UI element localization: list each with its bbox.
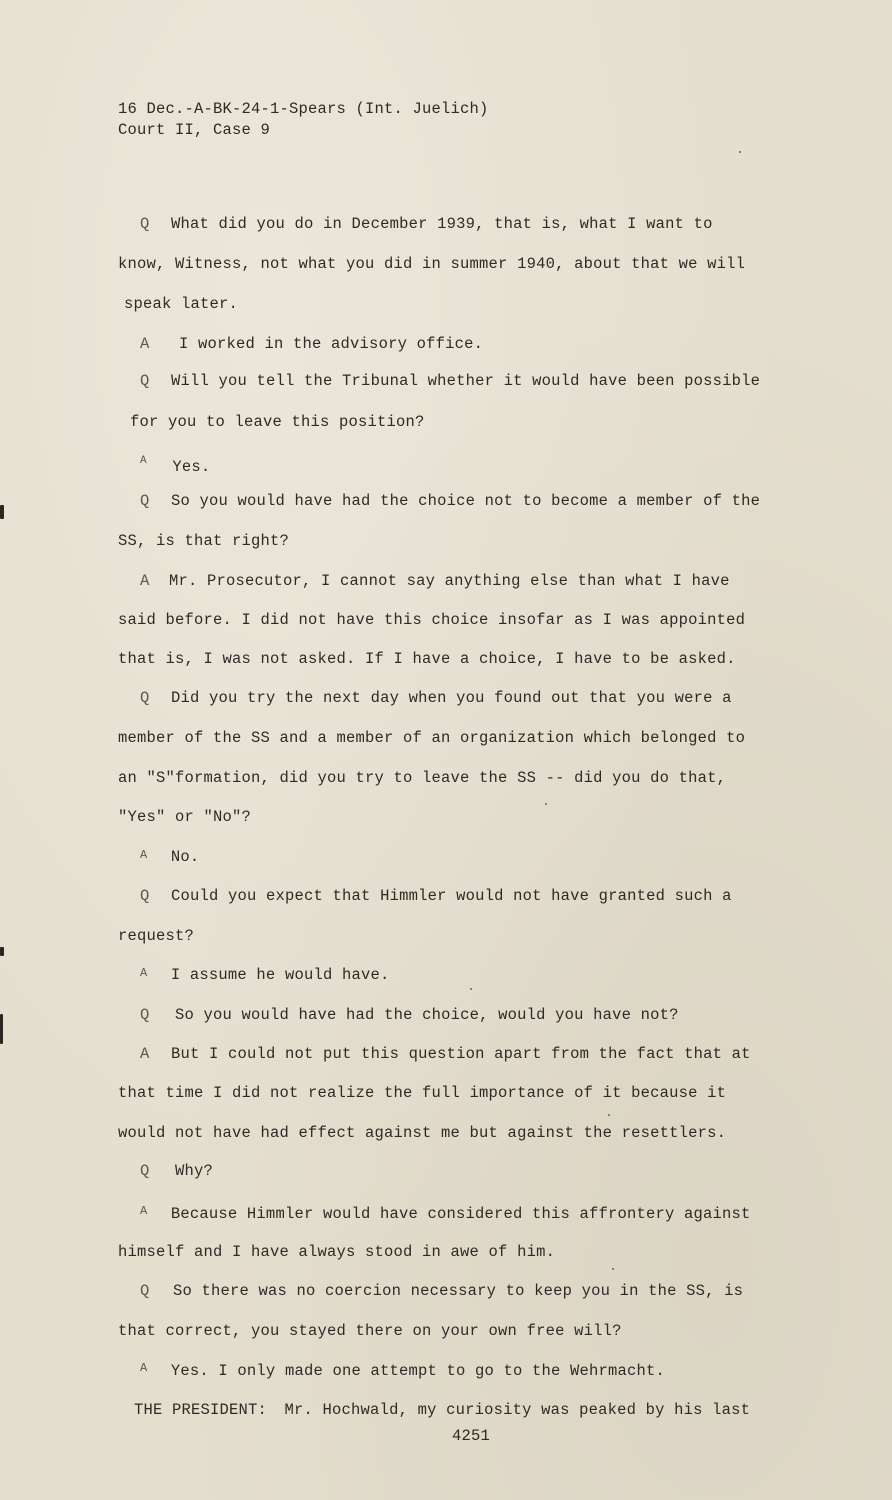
transcript-line	[134, 1401, 750, 1419]
transcript-line	[140, 455, 210, 476]
speaker-mark: Q	[140, 887, 150, 905]
speaker-mark: A	[140, 1045, 150, 1063]
transcript-line	[124, 295, 238, 313]
line-text: SS, is that right?	[118, 532, 290, 550]
line-text: "Yes" or "No"?	[118, 808, 252, 826]
line-text: Will you tell the Tribunal whether it would have been possible	[171, 372, 761, 390]
line-text: Mr. Prosecutor, I cannot say anything else than what I have	[169, 572, 730, 590]
line-text: that time I did not realize the full importance of it because it	[118, 1084, 727, 1102]
speck	[470, 988, 472, 990]
transcript-line	[118, 532, 289, 550]
transcript-line	[140, 887, 732, 905]
transcript-line	[118, 927, 194, 945]
line-text: that correct, you stayed there on your own free will?	[118, 1322, 622, 1340]
transcript-line	[140, 689, 732, 707]
speaker-mark: Q	[140, 1006, 150, 1024]
speaker-mark: Q	[140, 1282, 150, 1300]
line-text: said before. I did not have this choice insofar as I was appointed	[118, 611, 746, 629]
speaker-mark: A	[140, 335, 150, 353]
speaker-mark: Q	[140, 215, 150, 233]
speaker-mark: A	[140, 455, 147, 467]
line-text: an "S"formation, did you try to leave the SS -- did you do that,	[118, 769, 727, 787]
line-text: that is, I was not asked. If I have a choice, I have to be asked.	[118, 650, 736, 668]
transcript-line	[118, 255, 745, 273]
transcript-line	[118, 1084, 726, 1102]
line-text: So you would have had the choice, would you have not?	[175, 1006, 679, 1024]
header-court: Court II, Case 9	[118, 121, 271, 139]
transcript-line	[140, 335, 483, 353]
line-text: Mr. Hochwald, my curiosity was peaked by his last	[284, 1401, 751, 1419]
transcript-line	[118, 808, 251, 826]
transcript-line	[140, 1045, 751, 1063]
transcript-line	[140, 215, 713, 233]
transcript-line	[140, 966, 389, 984]
line-text: No.	[170, 848, 200, 866]
speaker-mark: A	[140, 1204, 148, 1218]
speck	[739, 151, 741, 153]
transcript-line	[140, 1162, 213, 1180]
line-text: Did you try the next day when you found out that you were a	[171, 689, 732, 707]
transcript-line	[118, 611, 745, 629]
line-text: I worked in the advisory office.	[179, 335, 484, 353]
transcript-line	[140, 572, 730, 590]
transcript-line	[140, 1006, 679, 1024]
edge-mark	[0, 1014, 3, 1044]
line-text: So you would have had the choice not to become a member of the	[171, 492, 761, 510]
speck	[608, 1114, 610, 1116]
transcript-line	[140, 848, 199, 866]
transcript-line	[118, 769, 726, 787]
speaker-mark: Q	[140, 372, 150, 390]
speaker-mark: Q	[140, 492, 150, 510]
line-text: Yes. I only made one attempt to go to the Wehrmacht.	[170, 1362, 666, 1380]
transcript-line	[140, 1361, 665, 1380]
line-text: request?	[118, 927, 195, 945]
transcript-line	[140, 492, 760, 510]
transcript-line	[140, 1282, 743, 1300]
speaker-mark: A	[140, 848, 148, 862]
transcript-line	[118, 650, 736, 668]
line-text: would not have had effect against me but against the resettlers.	[118, 1124, 727, 1142]
speck	[612, 1268, 614, 1270]
line-text: But I could not put this question apart from the fact that at	[171, 1045, 751, 1063]
line-text: himself and I have always stood in awe of him.	[118, 1243, 556, 1261]
line-text: Why?	[175, 1162, 214, 1180]
speaker-mark: THE PRESIDENT:	[134, 1401, 268, 1419]
line-text: I assume he would have.	[170, 966, 390, 984]
line-text: know, Witness, not what you did in summer 1940, about that we will	[118, 255, 746, 273]
transcript-line	[118, 1124, 726, 1142]
speaker-mark: A	[140, 966, 148, 980]
page-number: 4251	[452, 1427, 491, 1445]
transcript-line	[130, 413, 425, 431]
line-text: member of the SS and a member of an organization which belonged to	[118, 729, 746, 747]
line-text: Yes.	[172, 458, 211, 476]
header-reference: 16 Dec.-A-BK-24-1-Spears (Int. Juelich)	[118, 100, 489, 118]
transcript-line	[140, 1204, 751, 1223]
transcript-line	[118, 729, 745, 747]
transcript-line	[118, 1322, 622, 1340]
speck	[545, 803, 547, 805]
speaker-mark: A	[140, 1361, 148, 1375]
edge-mark	[0, 505, 4, 519]
line-text: Because Himmler would have considered this affrontery against	[170, 1205, 751, 1223]
transcript-line	[140, 372, 760, 390]
transcript-line	[118, 1243, 555, 1261]
line-text: What did you do in December 1939, that is, what I want to	[171, 215, 713, 233]
speaker-mark: Q	[140, 689, 150, 707]
speaker-mark: A	[140, 572, 150, 590]
line-text: speak later.	[124, 295, 239, 313]
edge-mark	[0, 947, 4, 956]
speaker-mark: Q	[140, 1162, 150, 1180]
line-text: So there was no coercion necessary to keep you in the SS, is	[173, 1282, 744, 1300]
line-text: Could you expect that Himmler would not have granted such a	[171, 887, 732, 905]
line-text: for you to leave this position?	[130, 413, 425, 431]
